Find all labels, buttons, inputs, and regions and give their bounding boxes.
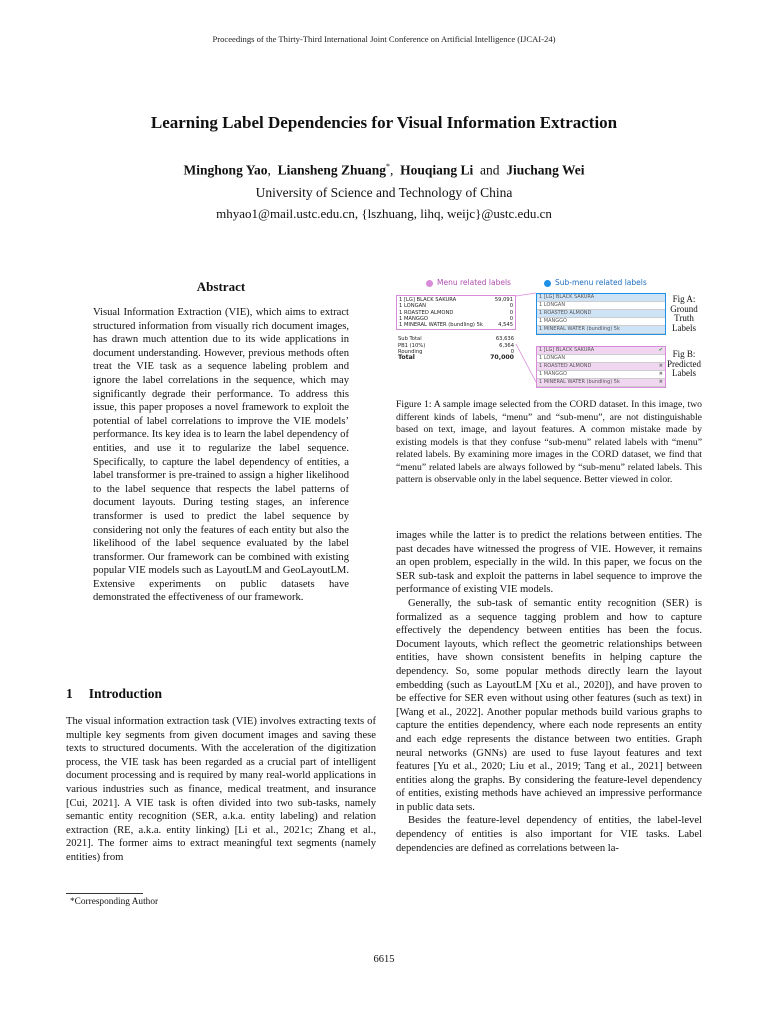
gt-row xyxy=(537,326,665,334)
receipt-item-value: 4,545 xyxy=(498,322,513,329)
abstract-text: Visual Information Extraction (VIE), which aims to extract structured information from visually rich document images, has drawn much attention due to its wide applications in document understanding. However, previous methods often treat the VIE task as a sequence labeling problem and ignore the label correlations in the sequence, which may significantly degrade their performance. To address this issue, this paper proposes a novel framework to exploit the potential of label correlations to improve the VIE models’ performance. Its key idea is to learn the label dependency of entities, and use it to regularize the label sequence. Specifically, to capture the label dependency of entities, a label transformer is pre-trained to assign a higher likelihood to the label sequence that respects the label patterns of document layouts. During testing stages, an inference transformer is used to predict the label sequence by considering not only the features of each entity but also the likelihood of the label sequence evaluated by the label transformer. Our framework can be combined with existing popular VIE models such as LayoutLM and GeoLayoutLM. Extensive experiments on public datasets have demonstrated the effectiveness of our framework. xyxy=(93,307,349,604)
figure-caption: Figure 1: A sample image selected from the CORD dataset. In this image, two different kinds of labels, “menu” and “sub-menu”, are not distinguishable based on text, image, and layout features. A common mistake made by existing models is that they confuse “sub-menu” related labels with “menu” related labels. By examining more images in the CORD dataset, we find that “menu” related labels are always followed by “sub-menu” related labels. This pattern is observable only in the label sequence. Better viewed in color. xyxy=(396,399,702,485)
receipt-total-name: Rounding xyxy=(398,349,423,356)
receipt-total-value: 6,364 xyxy=(499,342,514,349)
receipt-total-name: Sub Total xyxy=(398,336,422,343)
author-sep: , xyxy=(390,162,394,178)
fig-b-label: Fig B: Predicted Labels xyxy=(667,349,701,378)
section-title: Introduction xyxy=(88,686,163,701)
author-emails: mhyao1@mail.ustc.edu.cn, {lszhuang, lihq, weijc}@ustc.edu.cn xyxy=(216,206,552,221)
gt-row-text: 1 ROASTED ALMOND xyxy=(539,310,592,316)
author-3: Houqiang Li xyxy=(400,162,474,178)
gt-row-text: 1 MANGGO xyxy=(539,318,567,324)
gt-row-text: 1 LONGAN xyxy=(539,302,566,308)
pred-row-text: 1 MINERAL WATER (bundling) 5k xyxy=(539,379,620,385)
cross-icon: ✖ xyxy=(658,379,663,385)
pred-row-text: 1 [LG] BLACK SAKURA xyxy=(539,347,595,353)
receipt-total-value: 63,636 xyxy=(495,336,514,343)
author-list xyxy=(0,162,768,179)
receipt-total-value: 0 xyxy=(510,349,514,356)
paper-title: Learning Label Dependencies for Visual Information Extraction xyxy=(150,113,618,132)
legend-submenu-label: Sub-menu related labels xyxy=(555,278,647,287)
legend-menu-label: Menu related labels xyxy=(437,278,511,287)
gt-row-text: 1 MINERAL WATER (bundling) 5k xyxy=(539,326,620,332)
introduction-heading xyxy=(66,686,178,702)
receipt-item-name: 1 [LG] BLACK SAKURA xyxy=(399,297,457,303)
abstract-heading: Abstract xyxy=(196,279,246,294)
receipt-item-value: 59,091 xyxy=(494,297,513,303)
paragraph: images while the latter is to predict the relations between entities. The past decades have witnessed the progress of VIE. However, it remains an open problem, especially in the wild. In this paper, we focus on the SER sub-task and exploit the patterns in label sequence to improve the performance of existing VIE models. xyxy=(396,530,702,596)
pred-row-text: 1 MANGGO xyxy=(539,371,567,377)
receipt-total-name: PB1 (10%) xyxy=(398,342,426,349)
receipt-total-value: 70,000 xyxy=(490,354,514,362)
pred-row xyxy=(537,355,665,363)
receipt-item-value: 0 xyxy=(509,303,513,310)
gt-row xyxy=(537,302,665,310)
receipt-item-name: 1 LONGAN xyxy=(399,303,427,310)
author-4: Jiuchang Wei xyxy=(506,162,585,178)
predicted-panel xyxy=(536,346,666,388)
receipt-item-name: 1 ROASTED ALMOND xyxy=(399,309,454,316)
pred-row xyxy=(537,363,665,371)
pred-row-text: 1 ROASTED ALMOND xyxy=(539,363,592,369)
proceedings-header: Proceedings of the Thirty-Third International Joint Conference on Artificial Intelligence (IJCAI-24) xyxy=(212,34,556,44)
figure-1 xyxy=(396,276,702,391)
introduction-text: The visual information extraction task (VIE) involves extracting texts of multiple key segments from given document images and saving these texts to structured documents. With the acceleration of the digitization process, the VIE task has been regarded as a crucial part of intelligent document processing and is required by many real-world applications in various industries such as finance, medical treatment, and insurance [Cui, 2021]. A VIE task is often divided into two sub-tasks, namely semantic entity recognition (SER, a.k.a. entity labeling) and relation extraction (RE, a.k.a. entity linking) [Li et al., 2021c; Zhang et al., 2021]. The former aims to extract meaningful text segments (namely entities) from xyxy=(66,716,376,863)
ground-truth-panel xyxy=(536,293,666,335)
gt-row xyxy=(537,294,665,302)
gt-row-text: 1 [LG] BLACK SAKURA xyxy=(539,294,595,300)
author-sep: , xyxy=(267,162,271,178)
receipt-item-name: 1 MINERAL WATER (bundling) 5k xyxy=(399,322,483,329)
pred-row-text: 1 LONGAN xyxy=(539,355,566,361)
corresponding-mark: * xyxy=(386,162,391,171)
cross-icon: ✖ xyxy=(658,363,663,369)
section-number: 1 xyxy=(66,686,73,701)
author-2: Liansheng Zhuang xyxy=(277,162,387,178)
pred-row xyxy=(537,371,665,379)
fig-a-label: Fig A: Ground Truth Labels xyxy=(670,294,698,333)
paragraph: Besides the feature-level dependency of entities, the label-level dependency of entities is also important for VIE tasks. Label dependencies are defined as correlations between la- xyxy=(396,815,702,854)
pred-row xyxy=(537,379,665,387)
pred-row xyxy=(537,347,665,355)
paragraph: Generally, the sub-task of semantic entity recognition (SER) is formalized as a sequence tagging problem and how to capture effectively the dependency between entities has been the focus. Document layouts, which reflect the geometric relationships between entities, have shown consistent benefits in helping capture the dependency. So, some popular methods directly learn the layout embedding (such as LayoutLM [Xu et al., 2020]), and have proven to be effective for SER even without using other features (such as text) in [Wang et al., 2022]. Another popular methods build various graphs to capture the entities dependency, where each node represents an entity and each edge represents the distance between two entities. Graph neural networks (GNNs) are used to fuse layout features and text features [Yu et al., 2020; Liu et al., 2019; Tang et al., 2021] between entities along the graphs. By considering the feature-level dependency of entities, existing methods have achieved an impressive performance in public data sets. xyxy=(396,597,702,813)
check-icon: ✔ xyxy=(658,347,663,353)
cross-icon: ✖ xyxy=(658,371,663,377)
footnote-divider xyxy=(66,893,143,894)
receipt-item-value: 0 xyxy=(509,309,513,316)
receipt-item-name: 1 MANGGO xyxy=(399,315,428,322)
receipt-item-value: 0 xyxy=(509,315,513,322)
right-column-text xyxy=(396,529,702,855)
gt-row xyxy=(537,310,665,318)
affiliation: University of Science and Technology of China xyxy=(255,185,513,200)
author-1: Minghong Yao xyxy=(183,162,268,178)
author-and: and xyxy=(480,162,500,178)
receipt-total-name: Total xyxy=(398,354,415,362)
page-number: 6615 xyxy=(373,954,395,965)
gt-row xyxy=(537,318,665,326)
footnote: *Corresponding Author xyxy=(70,897,159,907)
